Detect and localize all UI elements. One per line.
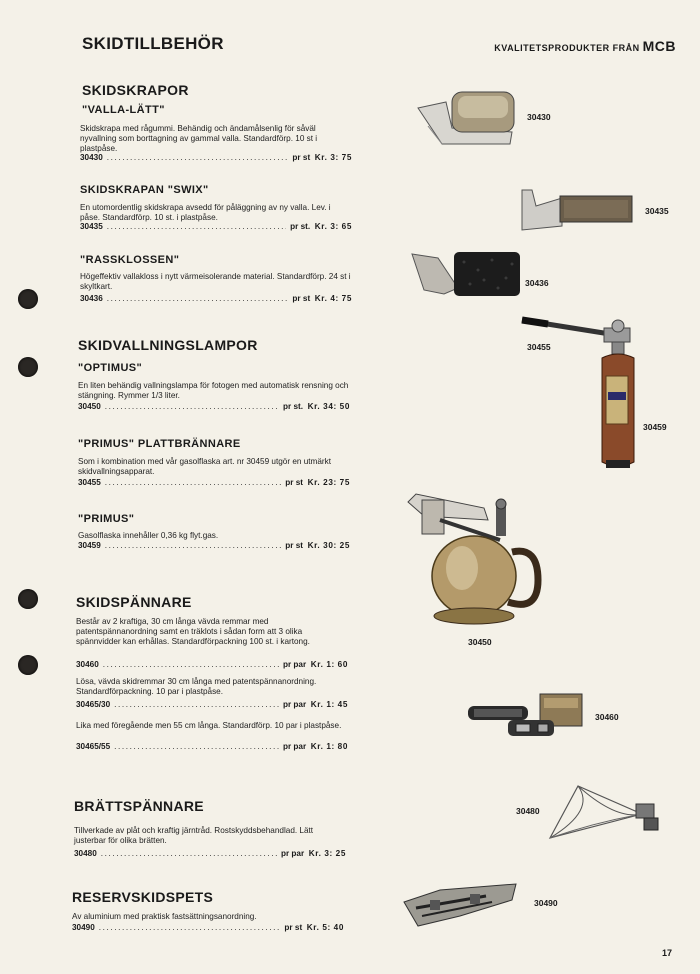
article-code: 30465/55	[76, 742, 111, 751]
price-unit: pr par	[280, 849, 305, 858]
image-label-30459: 30459	[643, 422, 667, 432]
price-row-30450	[78, 402, 350, 411]
price-row-30490	[72, 923, 344, 932]
article-code: 30455	[78, 478, 101, 487]
price-value: Kr. 30: 25	[307, 541, 350, 550]
price-value: Kr. 5: 40	[306, 923, 344, 932]
price-unit: pr st	[292, 294, 311, 303]
section-heading-lampor: SKIDVALLNINGSLAMPOR	[78, 337, 258, 353]
binder-hole	[18, 289, 38, 309]
price-row-30465-30	[76, 700, 348, 709]
article-code: 30490	[72, 923, 95, 932]
image-label-30430: 30430	[527, 112, 551, 122]
article-code: 30465/30	[76, 700, 111, 709]
product-name-rassklossen: "RASSKLOSSEN"	[80, 254, 180, 266]
price-unit: pr par	[282, 700, 307, 709]
section-heading-brattspannare: BRÄTTSPÄNNARE	[74, 798, 204, 814]
page-number: 17	[661, 948, 672, 958]
product-name-primus: "PRIMUS"	[78, 513, 135, 525]
image-label-30455: 30455	[527, 342, 551, 352]
image-label-30490: 30490	[534, 898, 558, 908]
price-unit: pr st	[292, 153, 311, 162]
price-value: Kr. 23: 75	[307, 478, 350, 487]
article-code: 30480	[74, 849, 97, 858]
image-label-30435: 30435	[645, 206, 669, 216]
product-desc-primus-platt: Som i kombination med vår gasolflaska art. nr 30459 utgör en utmärkt skidvallningsapparat.	[78, 457, 332, 476]
image-label-30436: 30436	[525, 278, 549, 288]
article-code: 30430	[80, 153, 103, 162]
price-row-30430	[80, 153, 352, 162]
price-row-30480	[74, 849, 346, 858]
bratt-spannare-image	[546, 780, 666, 852]
optimus-blowtorch-image	[404, 490, 554, 630]
brand-name: MCB	[642, 38, 676, 54]
product-name-swix: SKIDSKRAPAN "SWIX"	[80, 184, 209, 196]
product-desc-optimus: En liten behändig vallningslampa för fotogen med automatisk rensning och stängning. Rymmer 1/3 liter.	[78, 381, 349, 400]
section-heading-spannare: SKIDSPÄNNARE	[76, 594, 192, 610]
page-title: SKIDTILLBEHÖR	[82, 34, 224, 53]
section-heading-skidskrapor: SKIDSKRAPOR	[82, 82, 189, 98]
price-row-30435	[80, 222, 352, 231]
price-value: Kr. 3: 75	[314, 153, 352, 162]
price-value: Kr. 1: 45	[310, 700, 348, 709]
product-desc-primus: Gasolflaska innehåller 0,36 kg flyt.gas.	[78, 531, 219, 540]
price-row-30465-55	[76, 742, 348, 751]
primus-burner-bottle-image	[518, 312, 642, 472]
price-value: Kr. 3: 65	[314, 222, 352, 231]
price-value: Kr. 4: 75	[314, 294, 352, 303]
article-code: 30459	[78, 541, 101, 550]
article-code: 30435	[80, 222, 103, 231]
article-code: 30460	[76, 660, 99, 669]
product-desc-rassklossen: Högeffektiv vallakloss i nytt värmeisolerande material. Standardförp. 24 st i skyltkart.	[80, 272, 351, 291]
product-desc-swix: En utomordentlig skidskrapa avsedd för påläggning av ny valla. Lev. i påse. Standardförp. 10 st. i plastpåse.	[80, 203, 331, 222]
price-value: Kr. 1: 60	[310, 660, 348, 669]
reserve-ski-tip-image	[400, 880, 522, 932]
price-unit: pr st.	[282, 402, 304, 411]
price-row-30455	[78, 478, 350, 487]
product-desc-valla-latt: Skidskrapa med rågummi. Behändig och ändamålsenlig för såväl nyvallning som borttagning av gammal valla. Standardförp. 10 st i plastpåse.	[80, 124, 318, 153]
price-value: Kr. 3: 25	[308, 849, 346, 858]
product-desc-30465-55: Lika med föregående men 55 cm långa. Standardförp. 10 par i plastpåse.	[76, 721, 342, 730]
binder-hole	[18, 357, 38, 377]
product-desc-30490: Av aluminium med praktisk fastsättningsanordning.	[72, 912, 257, 921]
price-unit: pr par	[282, 742, 307, 751]
header-tagline	[494, 38, 676, 54]
price-unit: pr st	[285, 541, 304, 550]
price-unit: pr par	[282, 660, 307, 669]
binder-hole	[18, 589, 38, 609]
product-desc-30465-30: Lösa, vävda skidremmar 30 cm långa med patentspännanordning. Standardförpackning. 10 par i plastpåse.	[76, 677, 317, 696]
price-row-30460	[76, 660, 348, 669]
product-name-valla-latt: "VALLA-LÄTT"	[82, 104, 165, 116]
price-row-30436	[80, 294, 352, 303]
article-code: 30436	[80, 294, 103, 303]
product-name-primus-platt: "PRIMUS" PLATTBRÄNNARE	[78, 438, 241, 450]
price-row-30459	[78, 541, 350, 550]
product-desc-30480: Tillverkade av plåt och kraftig järntråd. Rostskyddsbehandlad. Lätt justerbar för olika brätten.	[74, 826, 314, 845]
product-name-optimus: "OPTIMUS"	[78, 362, 143, 374]
price-unit: pr st.	[290, 222, 311, 231]
price-unit: pr st	[284, 923, 303, 932]
image-label-30460: 30460	[595, 712, 619, 722]
rassklossen-image	[408, 248, 524, 300]
image-label-30450: 30450	[468, 637, 492, 647]
image-label-30480: 30480	[516, 806, 540, 816]
price-value: Kr. 1: 80	[310, 742, 348, 751]
tagline-text: KVALITETSPRODUKTER FRÅN	[494, 43, 640, 53]
product-desc-30460: Består av 2 kraftiga, 30 cm långa vävda remmar med patentspännanordning samt en träklots i sådan form att 3 olika spännvidder kan erhållas. Standardförpackning 100 st. i kartong.	[76, 617, 310, 646]
price-unit: pr st	[285, 478, 304, 487]
article-code: 30450	[78, 402, 101, 411]
scraper-swix-image	[516, 186, 640, 234]
section-heading-reservskidspets: RESERVSKIDSPETS	[72, 889, 214, 905]
ski-straps-image	[462, 690, 590, 746]
price-value: Kr. 34: 50	[307, 402, 350, 411]
binder-hole	[18, 655, 38, 675]
scraper-valla-latt-image	[412, 86, 522, 148]
